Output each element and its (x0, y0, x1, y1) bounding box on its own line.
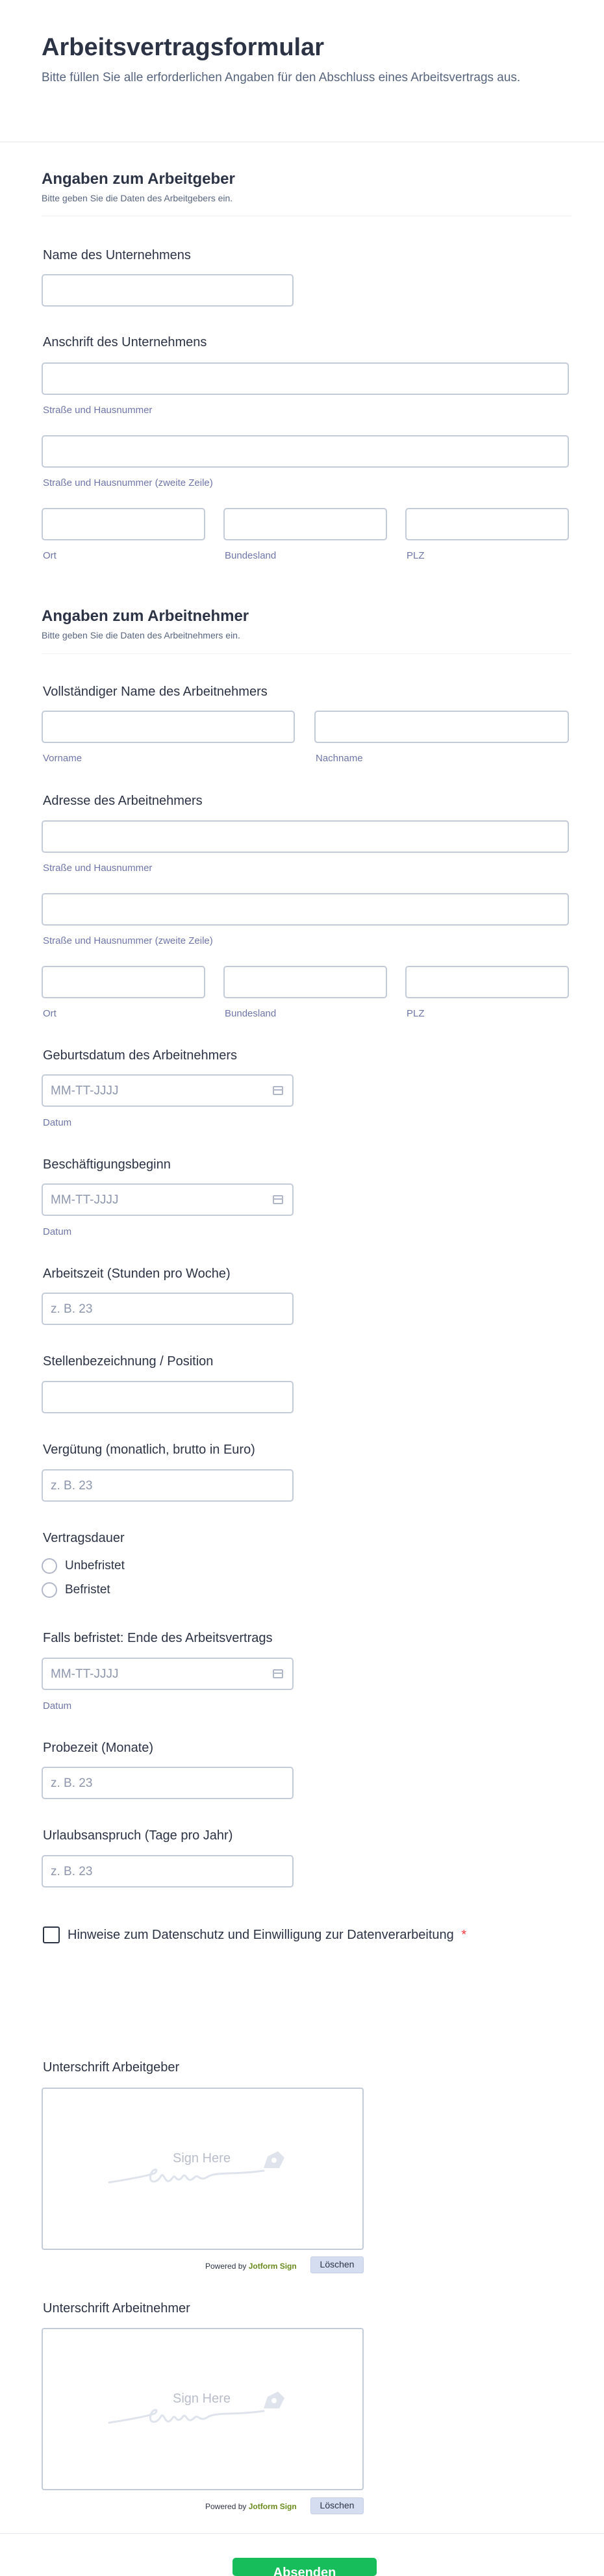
last-name-input[interactable] (314, 711, 569, 743)
employee-signature-label: Unterschrift Arbeitnehmer (43, 2301, 190, 2316)
end-date-placeholder: MM-TT-JJJJ (51, 1667, 119, 1681)
powered-brand[interactable]: Jotform Sign (248, 2502, 297, 2511)
birthdate-label: Geburtsdatum des Arbeitnehmers (43, 1048, 238, 1063)
footer-divider (0, 2533, 604, 2534)
vacation-label: Urlaubsanspruch (Tage pro Jahr) (43, 1828, 233, 1843)
employer-section-subtitle: Bitte geben Sie die Daten des Arbeitgebers ein. (42, 193, 233, 203)
employee-section-title: Angaben zum Arbeitnehmer (42, 607, 249, 625)
employee-zip-sublabel: PLZ (407, 1008, 425, 1019)
employee-signature-pad[interactable] (42, 2328, 364, 2490)
birthdate-placeholder: MM-TT-JJJJ (51, 1084, 119, 1098)
duration-label: Vertragsdauer (43, 1531, 125, 1545)
position-label: Stellenbezeichnung / Position (43, 1354, 214, 1369)
company-state-sublabel: Bundesland (225, 550, 277, 561)
company-street2-sublabel: Straße und Hausnummer (zweite Zeile) (43, 477, 213, 488)
salary-input[interactable] (42, 1469, 294, 1502)
consent-label[interactable] (68, 1928, 466, 1943)
hours-label: Arbeitszeit (Stunden pro Woche) (43, 1267, 231, 1281)
salary-label: Vergütung (monatlich, brutto in Euro) (43, 1443, 255, 1457)
employee-state-sublabel: Bundesland (225, 1008, 277, 1019)
duration-option-unbefristet[interactable]: Unbefristet (65, 1559, 125, 1572)
pen-nib-icon (258, 2389, 287, 2415)
sign-here-text: Sign Here (173, 2151, 231, 2166)
probation-label: Probezeit (Monate) (43, 1741, 154, 1755)
company-street-input[interactable] (42, 362, 569, 395)
form-subtitle: Bitte füllen Sie alle erforderlichen Angaben für den Abschluss eines Arbeitsvertrags aus. (42, 71, 521, 84)
employee-city-sublabel: Ort (43, 1008, 57, 1019)
start-date-input[interactable] (42, 1183, 294, 1216)
consent-checkbox[interactable] (43, 1926, 60, 1943)
employee-street2-sublabel: Straße und Hausnummer (zweite Zeile) (43, 935, 213, 946)
start-date-placeholder: MM-TT-JJJJ (51, 1193, 119, 1207)
employer-signature-label: Unterschrift Arbeitgeber (43, 2060, 180, 2075)
company-zip-input[interactable] (405, 508, 569, 540)
employee-section-subtitle: Bitte geben Sie die Daten des Arbeitnehmers ein. (42, 630, 240, 640)
section-divider (42, 653, 572, 654)
employee-address-label: Adresse des Arbeitnehmers (43, 794, 203, 808)
employee-city-input[interactable] (42, 966, 205, 998)
salary-placeholder: z. B. 23 (51, 1479, 93, 1493)
form-title: Arbeitsvertragsformular (42, 34, 325, 61)
end-date-sublabel: Datum (43, 1700, 72, 1711)
powered-by (205, 2262, 297, 2271)
company-street-sublabel: Straße und Hausnummer (43, 405, 153, 416)
first-name-sublabel: Vorname (43, 753, 82, 764)
company-city-sublabel: Ort (43, 550, 57, 561)
company-street2-input[interactable] (42, 435, 569, 468)
clear-signature-button[interactable]: Löschen (310, 2497, 364, 2514)
employee-street-sublabel: Straße und Hausnummer (43, 863, 153, 874)
required-mark: * (461, 1928, 467, 1942)
sign-here-text: Sign Here (173, 2392, 231, 2406)
birthdate-sublabel: Datum (43, 1117, 72, 1128)
employee-street2-input[interactable] (42, 893, 569, 926)
employer-section-title: Angaben zum Arbeitgeber (42, 170, 235, 188)
first-name-input[interactable] (42, 711, 295, 743)
end-date-label: Falls befristet: Ende des Arbeitsvertrags (43, 1631, 273, 1645)
start-date-sublabel: Datum (43, 1226, 72, 1237)
hours-placeholder: z. B. 23 (51, 1302, 93, 1316)
calendar-icon[interactable] (273, 1195, 283, 1204)
probation-input[interactable] (42, 1767, 294, 1799)
probation-placeholder: z. B. 23 (51, 1776, 93, 1790)
calendar-icon[interactable] (273, 1669, 283, 1678)
vacation-input[interactable] (42, 1855, 294, 1888)
employer-signature-pad[interactable] (42, 2088, 364, 2250)
full-name-label: Vollständiger Name des Arbeitnehmers (43, 685, 268, 699)
vacation-placeholder: z. B. 23 (51, 1865, 93, 1878)
company-address-label: Anschrift des Unternehmens (43, 335, 207, 349)
calendar-icon[interactable] (273, 1086, 283, 1095)
hours-input[interactable] (42, 1293, 294, 1325)
submit-button[interactable]: Absenden (233, 2558, 377, 2576)
company-state-input[interactable] (223, 508, 387, 540)
duration-radio-unbefristet[interactable] (42, 1558, 57, 1574)
employee-state-input[interactable] (223, 966, 387, 998)
consent-label-text: Hinweise zum Datenschutz und Einwilligung zur Datenverarbeitung (68, 1928, 454, 1942)
powered-by (205, 2502, 297, 2511)
pen-nib-icon (258, 2149, 287, 2175)
employee-street-input[interactable] (42, 820, 569, 853)
last-name-sublabel: Nachname (316, 753, 363, 764)
company-zip-sublabel: PLZ (407, 550, 425, 561)
employee-zip-input[interactable] (405, 966, 569, 998)
duration-option-befristet[interactable]: Befristet (65, 1583, 110, 1597)
duration-radio-befristet[interactable] (42, 1582, 57, 1598)
powered-prefix: Powered by (205, 2262, 247, 2271)
end-date-input[interactable] (42, 1658, 294, 1690)
clear-signature-button[interactable]: Löschen (310, 2256, 364, 2273)
company-city-input[interactable] (42, 508, 205, 540)
powered-brand[interactable]: Jotform Sign (248, 2262, 297, 2271)
birthdate-input[interactable] (42, 1074, 294, 1107)
position-input[interactable] (42, 1381, 294, 1413)
company-name-label: Name des Unternehmens (43, 248, 191, 262)
company-name-input[interactable] (42, 274, 294, 307)
powered-prefix: Powered by (205, 2502, 247, 2511)
start-date-label: Beschäftigungsbeginn (43, 1157, 171, 1172)
